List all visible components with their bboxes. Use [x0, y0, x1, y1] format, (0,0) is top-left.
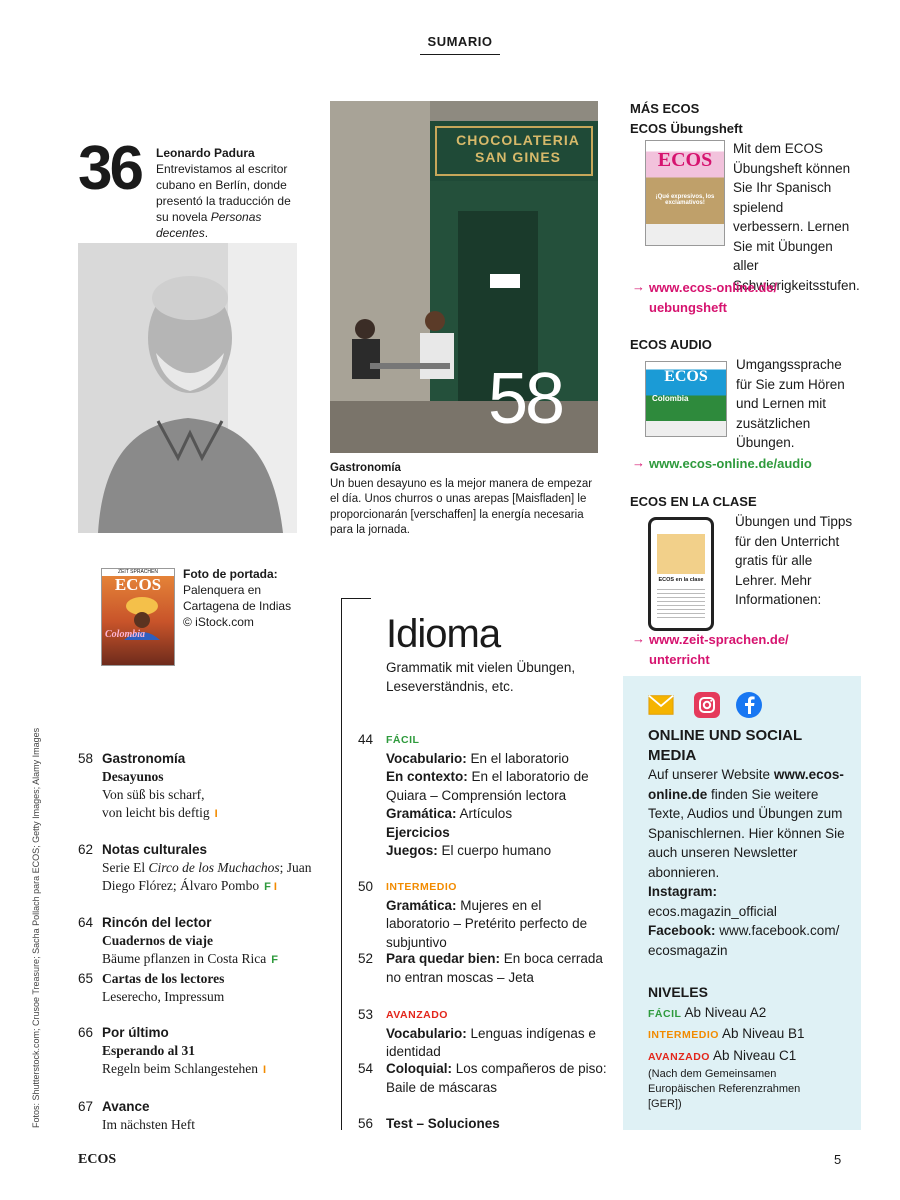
section-divider	[341, 598, 342, 1130]
arrow-icon: →	[632, 631, 645, 646]
cover-thumbnail	[101, 568, 175, 666]
clase-title: ECOS EN LA CLASE	[630, 494, 757, 509]
mas-ecos-header: MÁS ECOS	[630, 101, 700, 116]
toc-entry-gastronomia[interactable]: 58 Gastronomía Desayunos Von süß bis scharf, von leicht bis deftig I	[78, 751, 218, 820]
feature-36-title: Leonardo Padura	[156, 146, 255, 160]
feature-36-novel: Personas decentes	[156, 210, 262, 240]
feature-36-text: Entrevistamos al escritor cubano en Berlín, donde presentó la traducción de su novela	[156, 162, 291, 224]
facebook-link[interactable]: www.facebook.com/ ecosmagazin	[648, 923, 840, 958]
toc-entry-notas-culturales[interactable]: 62 Notas culturales Serie El Circo de los Muchachos; Juan Diego Flórez; Álvaro Pombo F I	[78, 842, 312, 893]
audio-thumbnail: ECOS Colombia	[645, 361, 727, 437]
cover-feature: Colombia	[105, 629, 146, 640]
cover-caption	[183, 566, 303, 630]
instagram-icon[interactable]	[694, 692, 720, 718]
clase-thumbnail: ECOS en la clase	[648, 517, 714, 631]
social-title: ONLINE UND SOCIAL MEDIA	[648, 727, 802, 764]
ubungsheft-title: ECOS Übungsheft	[630, 120, 743, 136]
facebook-icon[interactable]	[736, 692, 762, 718]
footer-logo: ECOS	[78, 1152, 117, 1167]
arrow-icon: →	[632, 279, 645, 294]
toc-entry-por-ultimo[interactable]: 66 Por último Esperando al 31 Regeln beim Schlangestehen I	[78, 1025, 267, 1076]
toc-entry-cartas[interactable]: 65 Cartas de los lectores Leserecho, Impressum	[78, 971, 225, 1004]
feature-58-number: 58	[488, 359, 563, 439]
feature-36-number: 36	[78, 134, 141, 203]
toc-entry-56[interactable]: 56 Test – Soluciones	[358, 1116, 500, 1131]
audio-text: Umgangssprache für Sie zum Hören und Lernen mit zusätzlichen Übungen.	[736, 357, 845, 450]
levels-title: NIVELES	[648, 984, 708, 1000]
page-number: 5	[834, 1152, 842, 1167]
feature-36-teaser[interactable]: Leonardo Padura Entrevistamos al escritor cubano en Berlín, donde presentó la traducción de su novela Personas decentes.	[156, 145, 296, 241]
toc-entry-52[interactable]: 52 Para quedar bien: En boca cerrada no entran moscas – Jeta	[358, 951, 603, 985]
toc-entry-53[interactable]: 53 AVANZADO Vocabulario: Lenguas indígenas e identidad	[358, 1006, 608, 1062]
social-content: ONLINE UND SOCIAL MEDIA Auf unserer Website www.ecos-online.de finden Sie weitere Texte, Audios und Übungen zum Spanischlernen. Hier können Sie auch unseren Newsletter abonnieren. Instagram: ecos.magazin_official Facebook: www.facebook.com/ ecosmagazin	[648, 726, 853, 960]
idioma-title: Idioma	[386, 612, 501, 656]
mail-icon[interactable]	[648, 692, 674, 718]
section-divider-top	[341, 598, 371, 599]
level-badge: I	[214, 808, 218, 820]
clase-text: Übungen und Tipps für den Unterricht gratis für alle Lehrer. Mehr Informationen:	[735, 514, 853, 607]
ubungsheft-link[interactable]: www.ecos-online.de/ uebungsheft	[649, 280, 778, 315]
ubungsheft-text: Mit dem ECOS Übungsheft können Sie Ihr Spanisch spielend verbessern. Lernen Sie mit Übungen aller Schwierigkeitsstufen.	[733, 141, 860, 293]
section-title-underline	[420, 54, 500, 55]
cover-caption-text: Palenquera en Cartagena de Indias	[183, 583, 292, 613]
instagram-handle[interactable]: ecos.magazin_official	[648, 903, 777, 919]
section-title: SUMARIO	[427, 34, 493, 49]
level-badge: I	[262, 1064, 267, 1076]
facebook-label: Facebook:	[648, 923, 716, 938]
arrow-icon: →	[632, 455, 645, 470]
feature-58-title: Gastronomía	[330, 462, 401, 474]
levels-note: (Nach dem Gemeinsamen Europäischen Referenzrahmen [GER])	[648, 1068, 801, 1110]
cover-masthead: ECOS	[114, 575, 162, 594]
level-badge: F	[271, 954, 278, 966]
level-tag-avanzado: AVANZADO	[386, 1009, 448, 1021]
toc-entry-50[interactable]: 50 INTERMEDIO Gramática: Mujeres en el laboratorio – Pretérito perfecto de subjuntivo	[358, 878, 608, 952]
chocolateria-sign: CHOCOLATERIA SAN GINES	[456, 132, 580, 165]
level-tag-intermedio: INTERMEDIO	[386, 881, 457, 893]
cover-caption-title: Foto de portada:	[183, 567, 278, 581]
level-tag-facil: FÁCIL	[386, 734, 420, 746]
instagram-label: Instagram:	[648, 884, 718, 899]
feature-58-teaser[interactable]	[330, 461, 600, 539]
clase-link[interactable]: www.zeit-sprachen.de/ unterricht	[649, 632, 789, 667]
website-link[interactable]: www.ecos-online.de	[648, 767, 844, 802]
cover-top-label: ZEIT SPRACHEN	[102, 569, 174, 576]
chocolateria-photo	[330, 101, 598, 453]
toc-entry-44[interactable]: 44 FÁCIL Vocabulario: En el laboratorio En contexto: En el laboratorio de Quiara – Comprensión lectora Gramática: Artículos Ejercicios Juegos: El cuerpo humano	[358, 731, 608, 861]
idioma-subtitle: Grammatik mit vielen Übungen, Leseverständnis, etc.	[386, 660, 576, 694]
cover-caption-credit: © iStock.com	[183, 615, 254, 629]
levels-box: NIVELES FÁCIL Ab Niveau A2 INTERMEDIO Ab Niveau B1 AVANZADO Ab Niveau C1 (Nach dem Gemeinsamen Europäischen Referenzrahmen [GER])	[648, 983, 853, 1112]
portrait-photo	[78, 243, 297, 533]
audio-link[interactable]: www.ecos-online.de/audio	[649, 456, 812, 471]
photo-credit: Fotos: Shutterstock.com; Crusoe Treasure; Sacha Pollach para ECOS; Getty Images; Alamy Images	[31, 727, 41, 1128]
toc-entry-54[interactable]: 54 Coloquial: Los compañeros de piso: Baile de máscaras	[358, 1061, 607, 1095]
feature-58-text: Un buen desayuno es la mejor manera de empezar el día. Unos churros o unas arepas [Maisfladen] le proporcionarán [verschaffen] la energía necesaria para la jornada.	[330, 477, 593, 536]
toc-entry-avance[interactable]: 67 Avance Im nächsten Heft	[78, 1099, 195, 1132]
ubungsheft-thumbnail: ECOS ¡Qué expresivos, los exclamativos!	[645, 140, 725, 246]
toc-entry-rincon-del-lector[interactable]: 64 Rincón del lector Cuadernos de viaje Bäume pflanzen in Costa Rica F	[78, 915, 278, 966]
audio-title: ECOS AUDIO	[630, 337, 712, 352]
